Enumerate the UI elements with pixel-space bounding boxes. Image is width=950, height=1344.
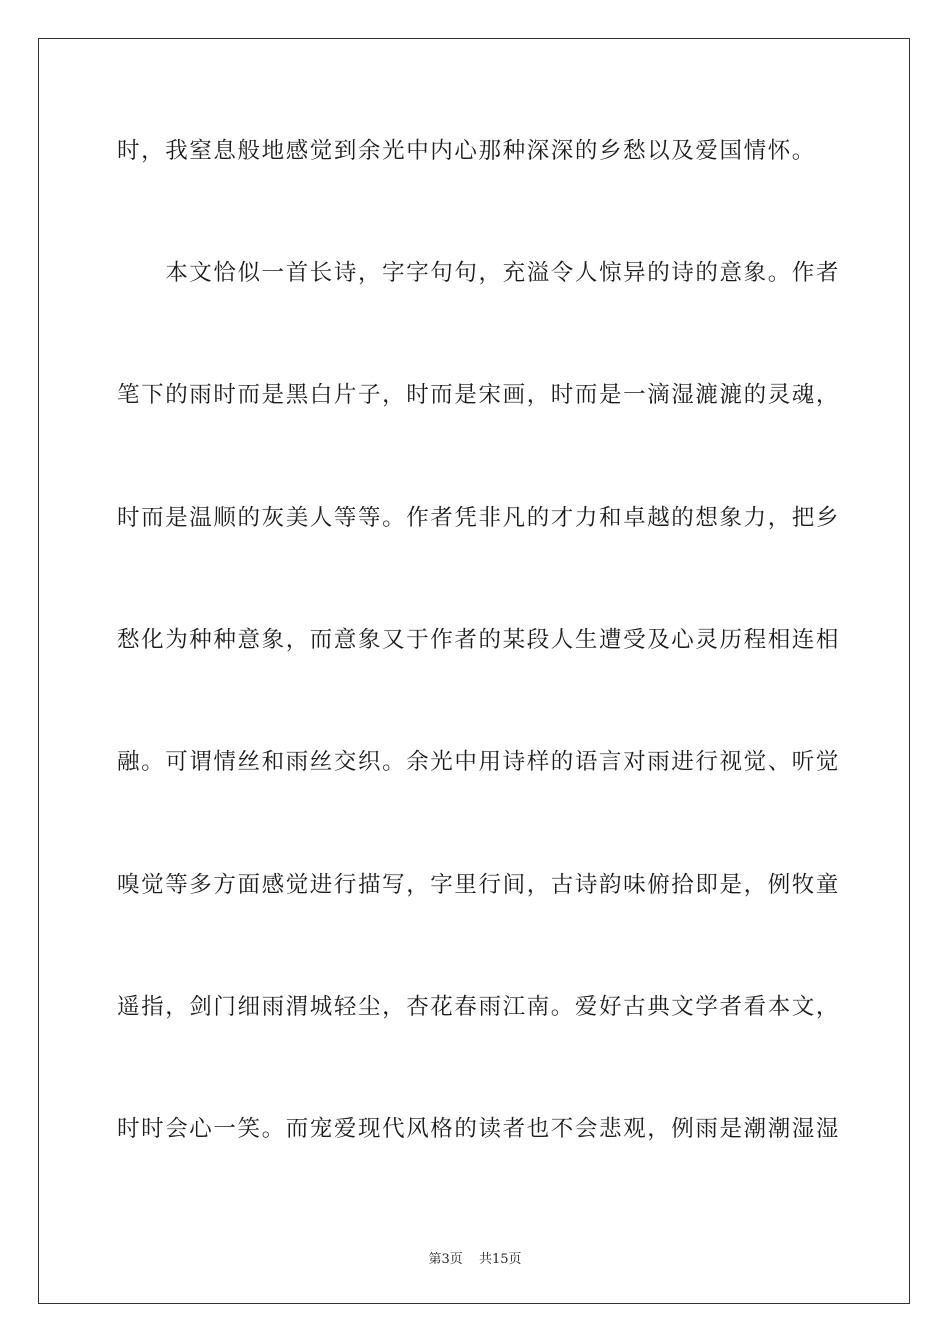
page-total: 共15页 [478,1252,522,1267]
text-line-3: 笔下的雨时而是黑白片子，时而是宋画，时而是一滴湿漉漉的灵魂， [117,382,841,408]
text-line-5: 愁化为种种意象，而意象又于作者的某段人生遭受及心灵历程相连相 [117,627,841,653]
text-line-6: 融。可谓情丝和雨丝交织。余光中用诗样的语言对雨进行视觉、听觉 [117,749,841,775]
text-line-4: 时而是温顺的灰美人等等。作者凭非凡的才力和卓越的想象力，把乡 [117,505,841,531]
text-line-2: 本文恰似一首长诗，字字句句，充溢令人惊异的诗的意象。作者 [117,260,841,286]
page-footer [0,1248,950,1267]
page-number: 第3页 [428,1252,463,1267]
text-line-7: 嗅觉等多方面感觉进行描写，字里行间，古诗韵味俯拾即是，例牧童 [117,872,841,898]
text-line-8: 遥指，剑门细雨渭城轻尘，杏花春雨江南。爱好古典文学者看本文， [117,994,841,1020]
text-line-9: 时时会心一笑。而宠爱现代风格的读者也不会悲观，例雨是潮潮湿湿 [117,1116,841,1142]
text-line-1: 时，我窒息般地感觉到余光中内心那种深深的乡愁以及爱国情怀。 [117,138,816,164]
